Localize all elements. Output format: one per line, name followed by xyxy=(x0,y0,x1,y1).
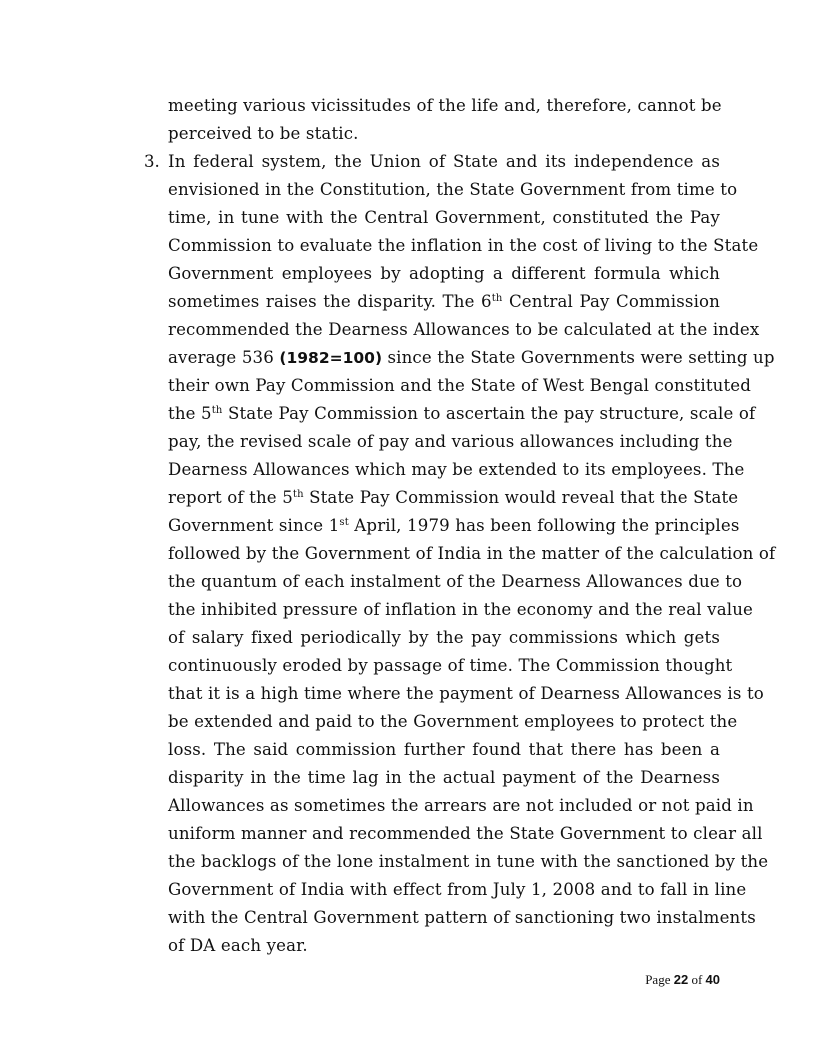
text-segment: sometimes raises the disparity. The 6 xyxy=(168,292,492,311)
text-line: envisioned in the Constitution, the State Government from time to xyxy=(168,180,738,199)
text-line: time, in tune with the Central Government, constituted the Pay xyxy=(168,208,720,227)
page-footer xyxy=(645,970,720,990)
text-line: Dearness Allowances which may be extended to its employees. The xyxy=(168,460,745,479)
superscript: th xyxy=(211,405,223,416)
text-line: Allowances as sometimes the arrears are not included or not paid in xyxy=(168,796,754,815)
text-line: recommended the Dearness Allowances to be calculated at the index xyxy=(168,320,760,339)
text-line: be extended and paid to the Government employees to protect the xyxy=(168,712,738,731)
superscript: st xyxy=(339,517,349,528)
list-item-number: 3. xyxy=(144,152,160,171)
text-line: continuously eroded by passage of time. The Commission thought xyxy=(168,656,733,675)
total-pages-number: 40 xyxy=(705,972,720,987)
text-segment: State Pay Commission to ascertain the pay structure, scale of xyxy=(222,404,756,423)
superscript: th xyxy=(292,489,304,500)
text-line: of DA each year. xyxy=(168,936,308,955)
footer-of-word: of xyxy=(691,972,703,987)
text-line xyxy=(168,346,775,370)
text-line xyxy=(168,402,756,426)
superscript: th xyxy=(491,293,503,304)
text-line: meeting various vicissitudes of the life and, therefore, cannot be xyxy=(168,96,722,115)
text-line: the inhibited pressure of inflation in the economy and the real value xyxy=(168,600,754,619)
text-segment: report of the 5 xyxy=(168,488,293,507)
text-line: pay, the revised scale of pay and various allowances including the xyxy=(168,432,733,451)
current-page-number: 22 xyxy=(673,972,689,987)
text-line xyxy=(168,514,740,538)
text-line: Government of India with effect from July 1, 2008 and to fall in line xyxy=(168,880,747,899)
text-line: their own Pay Commission and the State of West Bengal constituted xyxy=(168,376,752,395)
text-segment: Central Pay Commission xyxy=(502,292,720,311)
text-segment: Government since 1 xyxy=(168,516,340,535)
text-line: that it is a high time where the payment of Dearness Allowances is to xyxy=(168,684,764,703)
text-line: uniform manner and recommended the State Government to clear all xyxy=(168,824,763,843)
text-line: followed by the Government of India in the matter of the calculation of xyxy=(168,544,776,563)
text-line xyxy=(168,486,739,510)
text-line: disparity in the time lag in the actual payment of the Dearness xyxy=(168,768,720,787)
footer-page-word: Page xyxy=(645,972,671,987)
text-line: of salary fixed periodically by the pay commissions which gets xyxy=(168,628,720,647)
text-line xyxy=(168,290,720,314)
text-segment: the 5 xyxy=(168,404,212,423)
text-segment: average 536 xyxy=(168,348,280,367)
text-segment: April, 1979 has been following the principles xyxy=(348,516,740,535)
text-line: loss. The said commission further found that there has been a xyxy=(168,740,720,759)
text-line: the quantum of each instalment of the Dearness Allowances due to xyxy=(168,572,743,591)
text-segment: State Pay Commission would reveal that the State xyxy=(303,488,739,507)
text-line: Government employees by adopting a different formula which xyxy=(168,264,720,283)
text-line: Commission to evaluate the inflation in the cost of living to the State xyxy=(168,236,759,255)
text-segment: since the State Governments were setting up xyxy=(382,348,775,367)
text-line: perceived to be static. xyxy=(168,124,359,143)
text-line: In federal system, the Union of State and its independence as xyxy=(168,152,720,171)
index-base-bold: (1982=100) xyxy=(279,349,383,367)
text-line: the backlogs of the lone instalment in tune with the sanctioned by the xyxy=(168,852,769,871)
text-line: with the Central Government pattern of sanctioning two instalments xyxy=(168,908,756,927)
